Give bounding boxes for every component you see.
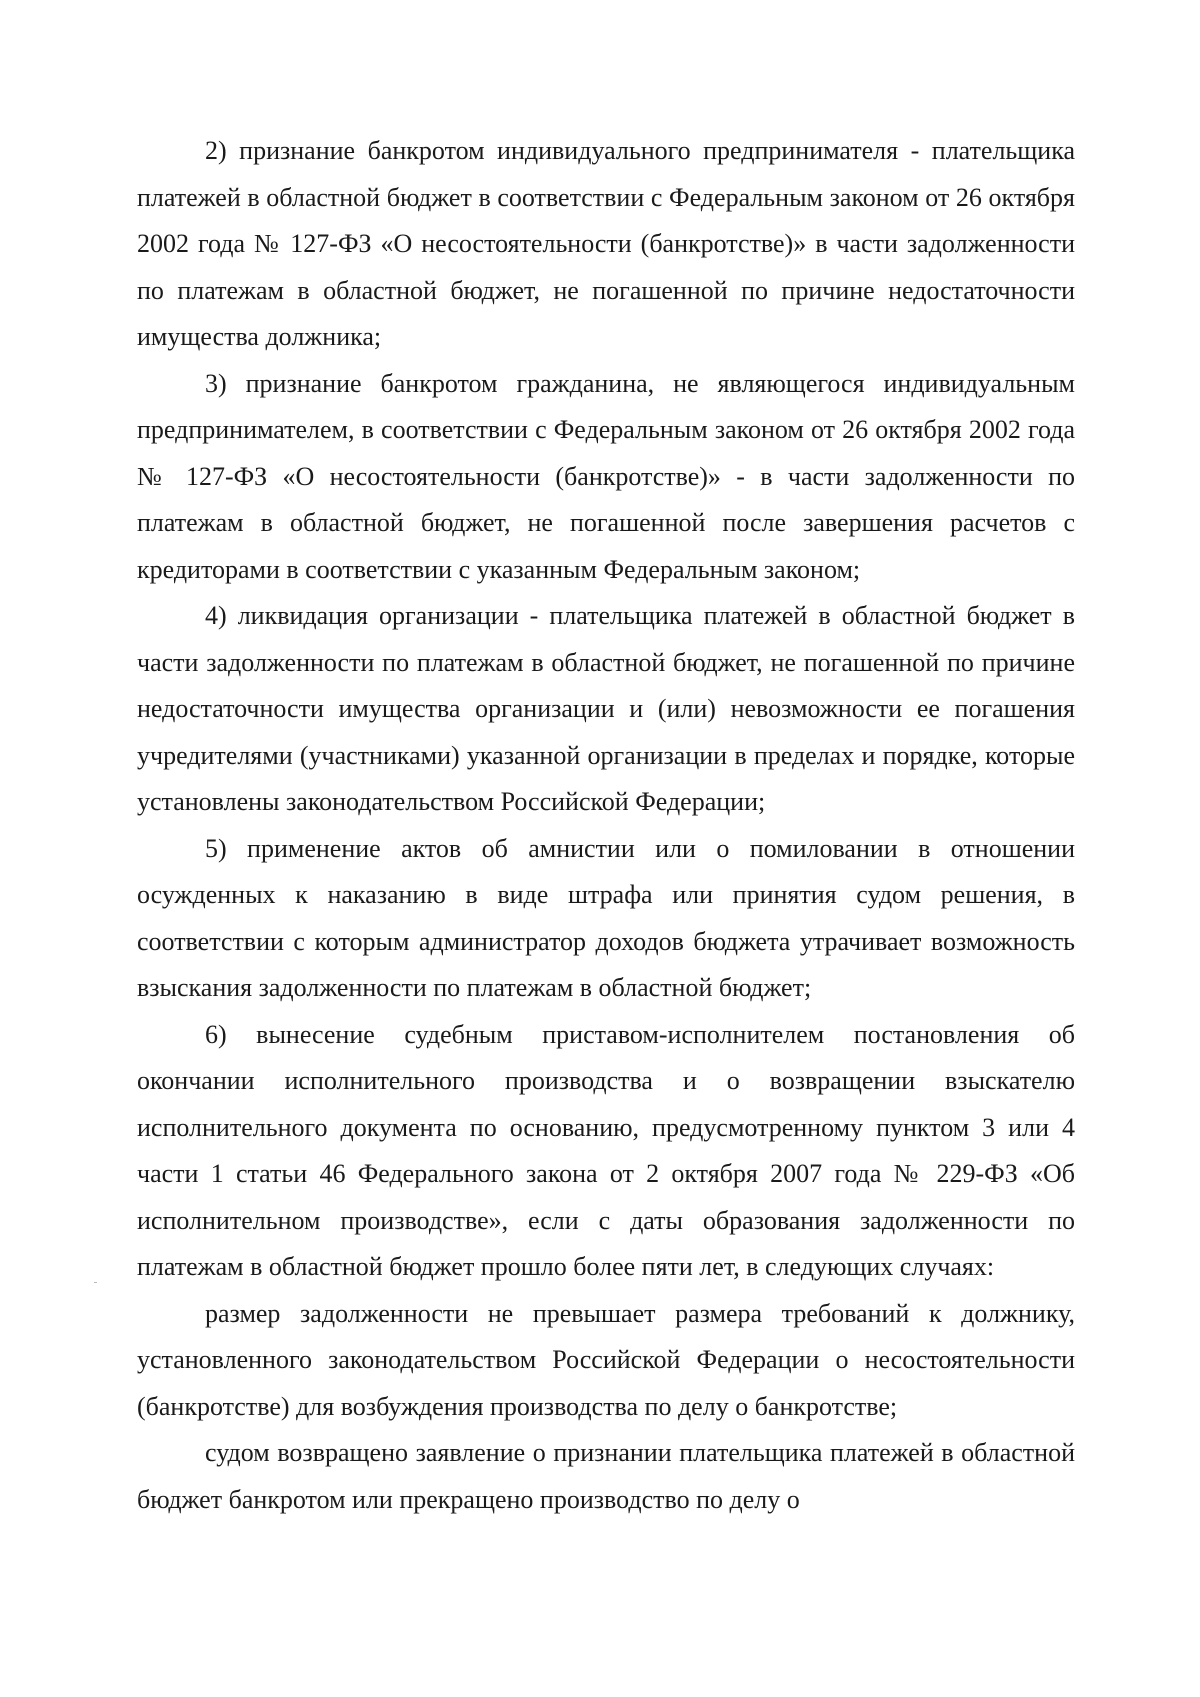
- paragraph-case-debt-size: размер задолженности не превышает размера требований к должнику, установленного законодательством Российской Федерации о несостоятельности (банкротстве) для возбуждения производства по делу о банкротстве;: [137, 1298, 1075, 1421]
- paragraph-case-court-return: судом возвращено заявление о признании плательщика платежей в областной бюджет банкротом или прекращено производство по делу о: [137, 1438, 1075, 1514]
- scan-margin-mark: [94, 1282, 97, 1283]
- paragraph-item-6: 6) вынесение судебным приставом-исполнителем постановления об окончании исполнительного производства и о возвращении взыскателю исполнительного документа по основанию, предусмотренному пунктом 3 или 4 части 1 статьи 46 Федерального закона от 2 октября 2007 года № 229-ФЗ «Об исполнительном производстве», если с даты образования задолженности по платежам в областной бюджет прошло более пяти лет, в следующих случаях:: [137, 1019, 1075, 1281]
- document-body: [137, 128, 1075, 1523]
- paragraph-item-3: 3) признание банкротом гражданина, не являющегося индивидуальным предпринимателем, в соответствии с Федеральным законом от 26 октября 2002 года № 127-ФЗ «О несостоятельности (банкротстве)» - в части задолженности по платежам в областной бюджет, не погашенной после завершения расчетов с кредиторами в соответствии с указанным Федеральным законом;: [137, 368, 1075, 584]
- paragraph-item-5: 5) применение актов об амнистии или о помиловании в отношении осужденных к наказанию в виде штрафа или принятия судом решения, в соответствии с которым администратор доходов бюджета утрачивает возможность взыскания задолженности по платежам в областной бюджет;: [137, 833, 1075, 1002]
- paragraph-item-2: 2) признание банкротом индивидуального предпринимателя - плательщика платежей в областной бюджет в соответствии с Федеральным законом от 26 октября 2002 года № 127-ФЗ «О несостоятельности (банкротстве)» в части задолженности по платежам в областной бюджет, не погашенной по причине недостаточности имущества должника;: [137, 136, 1075, 351]
- paragraph-item-4: 4) ликвидация организации - плательщика платежей в областной бюджет в части задолженности по платежам в областной бюджет, не погашенной по причине недостаточности имущества организации и (или) невозможности ее погашения учредителями (участниками) указанной организации в пределах и порядке, которые установлены законодательством Российской Федерации;: [137, 601, 1075, 816]
